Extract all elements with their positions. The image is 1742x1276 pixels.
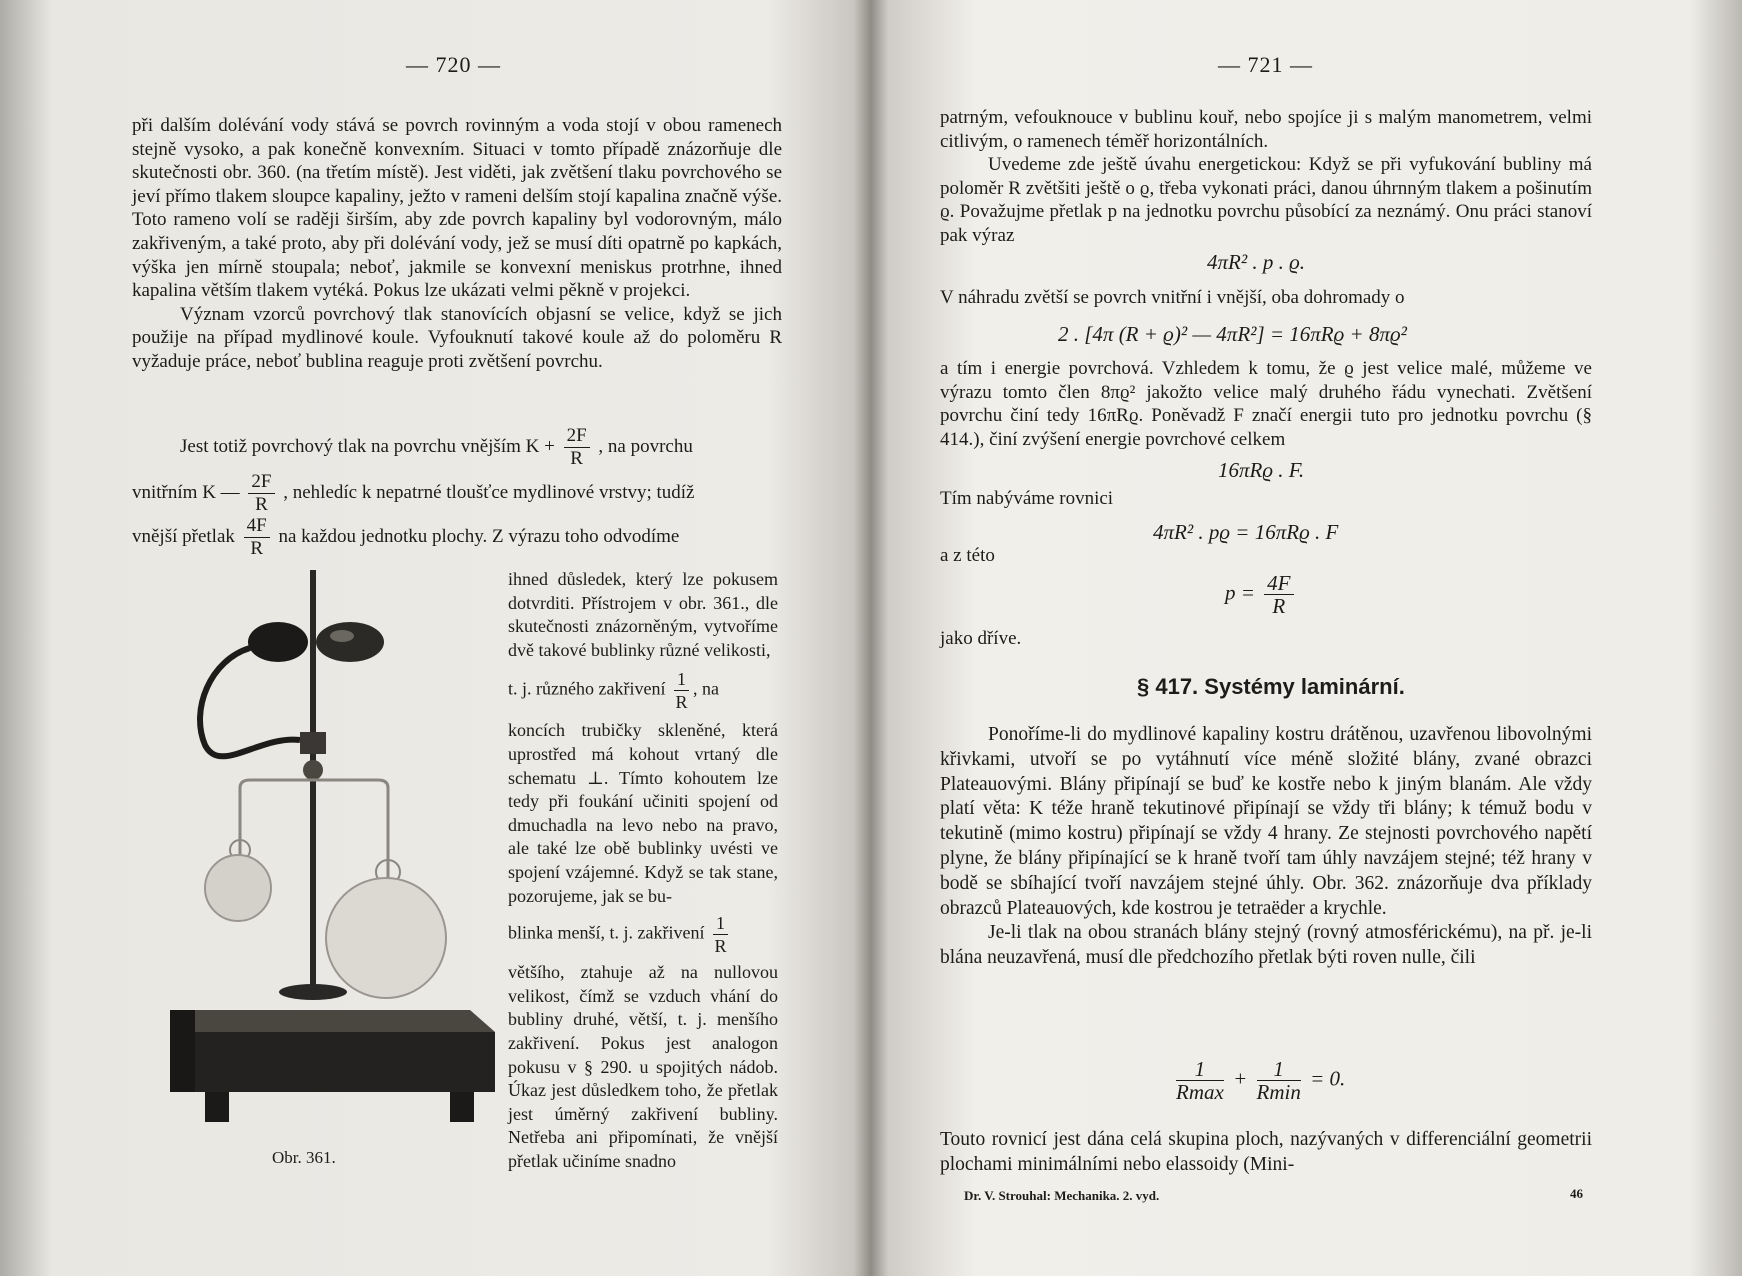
box-top [170, 1010, 495, 1032]
small-bubble [205, 855, 271, 921]
equation [1172, 1058, 1345, 1103]
paragraph-text: ihned důsledek, který lze pokusem dotvrditi. Přístrojem v obr. 361., dle skutečnosti znázorněným, vytvoříme dvě takové bublinky různé velikosti, [508, 569, 778, 660]
stopcock [300, 732, 326, 754]
page-number: — 720 — [406, 52, 501, 77]
equation-line [132, 515, 782, 560]
paragraph-text: a tím i energie povrchová. Vzhledem k tomu, že ϱ jest velice malé, můžeme ve výrazu tomto člen 8πϱ² jakožto velice malý druhého řádu vynechati. Zvětšení povrchu činí tedy 16πRϱ. Poněvadž F značí energii tuto pro jednotku povrchu (§ 414.), činí zvýšení energie povrchové celkem [940, 358, 1592, 450]
left-page [0, 0, 860, 1276]
paragraph-text: Je-li tlak na obou stranách blány stejný (rovný atmosférickému), na př. je-li blána neuzavřená, musí dle předchozího přetlak býti roven nulle, čili [940, 922, 1592, 969]
footer-sheet-number: 46 [1570, 1186, 1583, 1201]
equation: 2 . [4π (R + ϱ)² — 4πR²] = 16πRϱ + 8πϱ² [1058, 322, 1407, 346]
fraction [1176, 1058, 1224, 1103]
fraction [1264, 572, 1293, 617]
text-span: , nehledíc k nepatrné tloušťce mydlinové vrstvy; tudíž [283, 481, 695, 503]
paragraph [940, 723, 1592, 971]
equation-rhs: = 0. [1310, 1066, 1346, 1091]
paragraph-text: většího, ztahuje až na nullovou velikost, čímž se vzduch vhání do bubliny druhé, větší, t. j. menšího zakřivení. Pokus jest analogon pokusu v § 290. u spojitých nádob. Úkaz jest důsledkem toho, že přetlak jest úměrný zakřivení bubliny. Netřeba ani připomínati, že vnější přetlak učiníme snadno [508, 962, 778, 1171]
fraction-numerator: 1 [713, 912, 728, 935]
equation: 16πRϱ . F. [1218, 458, 1305, 482]
fraction [564, 425, 590, 470]
text-span: blinka menší, t. j. zakřivení [508, 922, 705, 943]
paragraph-text: Význam vzorců povrchový tlak stanovících objasní se velice, když se jich použije na případ mydlinové koule. Vyfouknutí takové koule až do poloměru R vyžaduje práce, neboť bublina reaguje proti zvětšení povrchu. [132, 303, 782, 372]
box-body [195, 1032, 495, 1092]
text-span: , na povrchu [598, 435, 693, 457]
page-number: — 721 — [1218, 52, 1313, 77]
fraction-numerator: 4F [244, 515, 270, 538]
fraction-denominator: R [714, 936, 727, 957]
paragraph-text: Uvedeme zde ještě úvahu energetickou: Když se při vyfukování bubliny má poloměr R zvětšiti ještě o ϱ, třeba vykonati práci, danou úhrnným tlakem a pošinutím ϱ. Považujme přetlak p na jednotku povrchu působící za neznámý. Onu práci stanoví pak výraz [940, 154, 1592, 246]
paragraph-text [508, 668, 778, 713]
text-span: Jest totiž povrchový tlak na povrchu vnějším K + [180, 435, 555, 457]
plus-sign: + [1233, 1066, 1248, 1091]
box-foot [450, 1092, 474, 1122]
box-side [170, 1010, 195, 1092]
paragraph [940, 106, 1592, 248]
pump-bulb-right [316, 622, 384, 662]
fraction-denominator: R [255, 494, 268, 515]
column-text [508, 568, 778, 1173]
text-span: t. j. různého zakřivení [508, 679, 666, 699]
box-foot [205, 1092, 229, 1122]
text-span: vnitřním K — [132, 481, 240, 503]
paragraph [132, 114, 782, 374]
equation-line [132, 471, 782, 516]
section-heading: § 417. Systémy laminární. [1137, 674, 1405, 699]
fraction-numerator: 1 [674, 668, 689, 691]
right-page [880, 0, 1742, 1276]
large-bubble [326, 878, 446, 998]
bulb-highlight [330, 630, 354, 642]
apparatus-figure [150, 570, 500, 1150]
paragraph-text: při dalším dolévání vody stává se povrch rovinným a voda stojí v obou ramenech stejně vysoko, a pak konečně konvexním. Situaci v tomto případě znázorňuje dle skutečnosti obr. 360. (na třetím místě). Jest viděti, jak zvětšení tlaku povrchového se jeví přímo tlakem sloupce kapaliny, ježto v rameni delším stojí kapalina značně výše. Toto rameno volí se raději širším, aby zde povrch kapaliny byl vodorovným, málo zakřiveným, a také proto, aby při dolévání vody, jež se musí díti opatrně po kapkách, výška jen mírně stoupala; neboť, jakmile se konvexní meniskus protrhne, ihned kapalina větším tlakem vytéká. Pokus lze ukázati velmi pěkně v projekci. [132, 115, 782, 302]
fraction [713, 912, 728, 957]
fraction-numerator: 4F [1264, 572, 1293, 595]
fraction-denominator: Rmax [1176, 1080, 1224, 1104]
equation-line [132, 425, 782, 470]
text-label: Tím nabýváme rovnici [940, 488, 1114, 509]
paragraph-text: Touto rovnicí jest dána celá skupina ploch, nazývaných v differenciální geometrii plochami minimálními nebo elassoidy (Mini- [940, 1129, 1592, 1175]
figure-caption: Obr. 361. [272, 1148, 336, 1167]
text-span: na každou jednotku plochy. Z výrazu toho odvodíme [278, 525, 680, 547]
paragraph-text: Ponoříme-li do mydlinové kapaliny kostru drátěnou, uzavřenou libovolnými křivkami, utvoří se po vytáhnutí více méně složité blány, zvané obrazci Plateauovými. Blány připínají se buď ke kostře nebo k jiným blanám. Ale vždy platí věta: K téže hraně tekutinové připínají se vždy tři blány; k témuž bodu v tekutině (mimo kostru) připínají se vždy 4 hrany. Ze stejnosti povrchového napětí plyne, že blány připínající se k hraně tvoří tam úhly navzájem stejné; též hrany v bodě se sbíhající tvoří navzájem stejné úhly. Obr. 362. znázorňuje dva příklady obrazců Plateauových, kde kostrou je tetraëder a krychle. [940, 724, 1592, 919]
equation: 4πR² . p . ϱ. [1207, 250, 1306, 274]
fraction [244, 515, 270, 560]
paragraph-text [508, 912, 778, 957]
fraction-denominator: R [1272, 594, 1286, 618]
stopcock-knob [303, 760, 323, 780]
fraction-denominator: R [570, 448, 583, 469]
text-label: a z této [940, 545, 995, 566]
pump-bulb-left [248, 622, 308, 662]
paragraph-text: patrným, vefouknouce v bublinu kouř, nebo spojíce ji s malým manometrem, velmi citlivým, o ramenech téměř horizontálních. [940, 107, 1592, 152]
fraction-numerator: 1 [1176, 1058, 1224, 1081]
fraction [674, 668, 689, 713]
text-label: jako dříve. [940, 628, 1022, 649]
fraction-denominator: Rmin [1256, 1080, 1301, 1104]
fraction-denominator: R [675, 692, 688, 713]
paragraph-text: V náhradu zvětší se povrch vnitřní i vnější, oba dohromady o [940, 287, 1405, 308]
equation-lhs: p = [1225, 580, 1255, 605]
text-span: , na [692, 679, 719, 699]
fraction [1257, 1058, 1301, 1103]
fraction [248, 471, 274, 516]
fraction-denominator: R [250, 538, 264, 559]
footer-signature: Dr. V. Strouhal: Mechanika. 2. vyd. [964, 1188, 1160, 1203]
stand-foot [279, 984, 347, 1000]
fraction-numerator: 1 [1257, 1058, 1301, 1081]
equation: 4πR² . pϱ = 16πRϱ . F [1153, 520, 1339, 544]
equation [1225, 572, 1298, 617]
fraction-numerator: 2F [248, 471, 274, 494]
paragraph-text: koncích trubičky skleněné, která uprostřed má kohout vrtaný dle schematu ⊥. Tímto kohoutem lze tedy při foukání učiniti spojení od dmuchadla na levo nebo na pravo, ale také lze obě bublinky uvésti ve spojení vzájemné. Když se tak stane, pozorujeme, jak se bu- [508, 720, 778, 906]
hose [200, 648, 300, 756]
fraction-numerator: 2F [564, 425, 590, 448]
text-span: vnější přetlak [132, 525, 235, 547]
